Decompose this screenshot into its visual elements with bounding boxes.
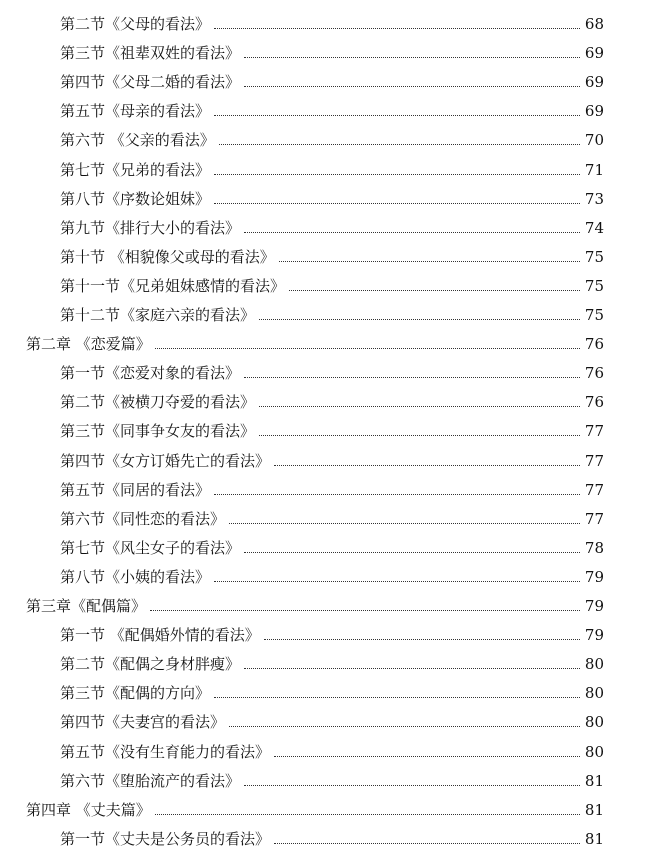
toc-page-number: 73 [584,189,604,208]
toc-page-number: 69 [584,44,604,63]
toc-entry-title: 第三章《配偶篇》 [26,597,147,615]
toc-entry-title: 第七节《兄弟的看法》 [60,160,211,179]
toc-entry-title: 第六节 《父亲的看法》 [60,131,215,150]
toc-page-number: 68 [584,15,604,33]
dot-leader [259,406,580,407]
toc-page-number: 79 [584,597,604,615]
toc-entry-title: 第六节《同性恋的看法》 [60,509,226,528]
dot-leader [274,843,580,844]
toc-section-entry[interactable] [60,732,604,761]
dot-leader [264,639,580,640]
toc-page-number: 76 [584,335,604,354]
toc-entry-title: 第二节《配偶之身材胖瘦》 [60,655,241,674]
toc-page-number: 78 [584,538,604,557]
dot-leader [229,726,580,727]
dot-leader [214,28,580,29]
toc-section-entry[interactable] [60,499,604,528]
dot-leader [244,785,580,786]
toc-page-number: 81 [584,771,604,790]
toc-section-entry[interactable] [60,702,604,731]
dot-leader [259,319,580,320]
dot-leader [229,523,580,524]
dot-leader [244,232,580,233]
toc-entry-title: 第一节《恋爱对象的看法》 [60,364,241,383]
toc-section-entry[interactable] [60,441,604,470]
toc-page-number: 77 [584,480,604,499]
toc-section-entry[interactable] [60,673,604,702]
toc-page-number: 80 [584,684,604,703]
toc-page-number: 69 [584,102,604,121]
toc-section-entry[interactable] [60,557,604,586]
toc-section-entry[interactable] [60,4,604,33]
dot-leader [214,697,580,698]
toc-section-entry[interactable] [60,237,604,266]
toc-page-number: 81 [584,829,604,848]
toc-section-entry[interactable] [60,179,604,208]
dot-leader [259,435,580,436]
dot-leader [214,494,580,495]
dot-leader [244,57,580,58]
toc-page-number: 80 [584,655,604,674]
dot-leader [155,814,580,815]
dot-leader [289,290,580,291]
toc-entry-title: 第二节《父母的看法》 [60,15,211,33]
toc-section-entry[interactable] [60,62,604,91]
dot-leader [214,203,580,204]
toc-page-number: 77 [584,509,604,528]
toc-page-number: 80 [584,713,604,732]
dot-leader [155,348,580,349]
toc-page-number: 75 [584,247,604,266]
dot-leader [244,552,580,553]
toc-page-number: 70 [584,131,604,150]
toc-entry-title: 第四节《女方订婚先亡的看法》 [60,451,271,470]
toc-chapter-entry[interactable] [26,324,604,353]
toc-section-entry[interactable] [60,295,604,324]
toc-section-entry[interactable] [60,761,604,790]
toc-section-entry[interactable] [60,528,604,557]
dot-leader [274,756,580,757]
toc-section-entry[interactable] [60,33,604,62]
toc-entry-title: 第十节 《相貌像父或母的看法》 [60,247,275,266]
toc-page-number: 76 [584,393,604,412]
toc-section-entry[interactable] [60,91,604,120]
toc-page-number: 76 [584,364,604,383]
toc-entry-title: 第四节《父母二婚的看法》 [60,73,241,92]
toc-page-number: 69 [584,73,604,92]
toc-entry-title: 第八节《小姨的看法》 [60,567,211,586]
toc-entry-title: 第一节 《配偶婚外情的看法》 [60,626,260,645]
toc-section-entry[interactable] [60,120,604,149]
toc-section-entry[interactable] [60,470,604,499]
toc-page-number: 80 [584,742,604,761]
toc-section-entry[interactable] [60,266,604,295]
toc-section-entry[interactable] [60,382,604,411]
toc-chapter-entry[interactable] [26,586,604,615]
dot-leader [214,581,580,582]
toc-entry-title: 第一节《丈夫是公务员的看法》 [60,829,271,848]
toc-entry-title: 第四章 《丈夫篇》 [26,800,151,819]
toc-entry-title: 第八节《序数论姐妹》 [60,189,211,208]
toc-chapter-entry[interactable] [26,790,604,819]
dot-leader [214,174,580,175]
toc-entry-title: 第九节《排行大小的看法》 [60,218,241,237]
toc-entry-title: 第三节《同事争女友的看法》 [60,422,256,441]
dot-leader [244,86,580,87]
toc-page-number: 77 [584,422,604,441]
toc-page-number: 75 [584,306,604,324]
toc-entry-title: 第五节《没有生育能力的看法》 [60,742,271,761]
toc-entry-title: 第二节《被横刀夺爱的看法》 [60,393,256,412]
toc-page-number: 75 [584,276,604,295]
toc-section-entry[interactable] [60,644,604,673]
toc-entry-title: 第二章 《恋爱篇》 [26,335,151,354]
toc-entry-title: 第三节《祖辈双姓的看法》 [60,44,241,63]
toc-section-entry[interactable] [60,208,604,237]
toc-entry-title: 第四节《夫妻宫的看法》 [60,713,226,732]
dot-leader [244,668,580,669]
toc-page-number: 74 [584,218,604,237]
toc-section-entry[interactable] [60,150,604,179]
toc-entry-title: 第五节《母亲的看法》 [60,102,211,121]
dot-leader [279,261,580,262]
toc-page-number: 79 [584,567,604,586]
toc-section-entry[interactable] [60,353,604,382]
dot-leader [219,144,580,145]
toc-section-entry[interactable] [60,819,604,848]
dot-leader [214,115,580,116]
dot-leader [244,377,580,378]
toc-entry-title: 第六节《堕胎流产的看法》 [60,771,241,790]
toc-section-entry[interactable] [60,615,604,644]
toc-section-entry[interactable] [60,411,604,440]
toc-entry-title: 第五节《同居的看法》 [60,480,211,499]
toc-entry-title: 第三节《配偶的方向》 [60,684,211,703]
toc-page-number: 81 [584,800,604,819]
toc-entry-title: 第十二节《家庭六亲的看法》 [60,306,256,324]
toc-entry-title: 第七节《风尘女子的看法》 [60,538,241,557]
toc-page-number: 77 [584,451,604,470]
toc-page-number: 79 [584,626,604,645]
toc-entry-title: 第十一节《兄弟姐妹感情的看法》 [60,276,286,295]
toc-page-number: 71 [584,160,604,179]
dot-leader [150,610,580,611]
dot-leader [274,465,580,466]
